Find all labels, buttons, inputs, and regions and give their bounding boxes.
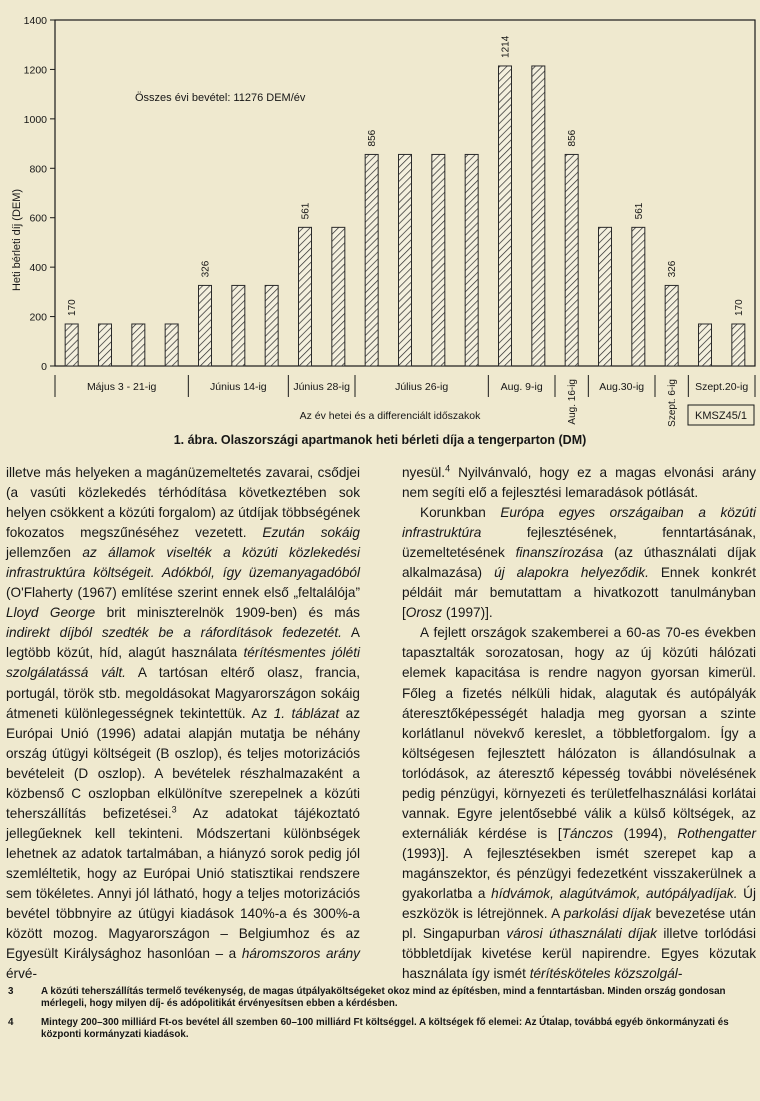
y-tick-label: 1000	[23, 113, 47, 126]
paragraph: illetve más helyeken a magánüzemeltetés zavarai, csődjei (a vasúti közlekedés térhódítása következtében sok helyen csökkent a közúti forgalom) az útdíjak többségének fokozatos megszűnéséhez vezetett. Ezután sokáig jellemzően az államok viselték a közúti közlekedési infrastruktúra költségeit. Adókból, így üzemanyagadóból (O'Flaherty (1967) említése szerint ennek első „feltalálója” Lloyd George brit miniszterelnök 1909-ben) és más indirekt díjból szedték be a ráfordítások fedezetét. A legtöbb közút, híd, alagút használata térítésmentes jóléti szolgálatássá vált. A tartósan eltérő olasz, francia, portugál, török stb. megoldásokat Magyarországon sokáig átmeneti különlegességnek tekintettük. Az 1. táblázat az Európai Unió (1996) adatai alapján mutatja be néhány ország útügyi költségeit (B oszlop), és teljes motorizációs bevételeit (D oszlop). A bevételek részhalmazaként a közbenső C oszlopban elkülönítve szerepelnek a közúti teherszállítás befizetései.$^3$ Az adatokat tájékoztató jellegűeknek kell tekinteni. Módszertani különbségek lehetnek az adatok tartalmában, a hiányzó sorok pedig jól szemléltetik, hogy az Európai Unió statisztikai rendszere sem tökéletes. Annyi jól látható, hogy a teljes motorizációs bevétel többnyire az útügyi kiadások 140%-a és 300%-a között mozog. Magyarországon – Belgiumhoz és az Egyesült Királysághoz hasonlóan – a háromszoros arány érvé-	[6, 465, 361, 982]
bar	[165, 324, 178, 366]
body-column-right	[402, 463, 756, 984]
paragraph: Korunkban Európa egyes országaiban a közúti infrastruktúra fejlesztésének, fenntartásának, üzemeltetésének finanszírozása (az úthasználati díjak alkalmazása) új alapokra helyeződik. Ennek konkrét példáit már bemutattam a hivatkozott tanulmányban [Orosz (1997)].	[402, 505, 756, 621]
body-column-left	[6, 463, 360, 984]
bar	[265, 285, 278, 366]
rent-bar-chart	[0, 0, 760, 430]
bar-value-label: 561	[633, 202, 645, 220]
bar	[65, 324, 78, 366]
y-tick-label: 800	[29, 163, 47, 176]
paragraph: A fejlett országok szakemberei a 60-as 70-es években tapasztalták sorozatosan, hogy az új közúti hálózati elemek kapacitása is rendre nagyon gyorsan kimerül. Főleg a fizetés nélküli hidak, alagutak és autópályák áteresztőképességét haladja meg gyorsan a szinte korlátlanul növekvő kereslet, a többletforgalom. Így a költségesen fejlesztett hálózaton is állandósulnak a torlódások, az áteresztő képesség további növelésének pedig pénzügyi, környezeti és területfelhasználási korlátai vannak. Egyre jelentősebbé válik a külső költségek, az externáliák kérdése is [Tánczos (1994), Rothengatter (1993)]. A fejlesztésekben ismét szerepet kap a magánszektor, és pénzügyi fedezetként visszakerülnek a gyakorlatba a hídvámok, alagútvámok, autópályadíjak. Új eszközök is létrejönnek. A parkolási díjak bevezetése után pl. Singapurban városi úthasználati díjak illetve torlódási többletdíjak kivetése kerül napirendre. Egyes közutak használata így ismét térítésköteles közszolgál-	[402, 625, 756, 982]
figure-code: KMSZ45/1	[695, 410, 747, 422]
bar-value-label: 326	[200, 260, 212, 278]
period-label: Szept.20-ig	[695, 381, 749, 393]
footnote-number: 4	[8, 1017, 14, 1028]
bar	[299, 227, 312, 366]
footnote-text: A közúti teherszállítás termelő tevékenység, de magas útpályaköltségeket okoz mind az építésben, mind a fenntartásban. Minden ország gondosan mérlegeli, hogy milyen díj- és adópolitikát érvényesítsen ebben a kérdésben.	[41, 986, 726, 1009]
bar-value-label: 561	[300, 202, 312, 220]
period-label: Május 3 - 21-ig	[86, 381, 157, 393]
bar	[632, 227, 645, 366]
bar	[399, 154, 412, 366]
figure-caption: 1. ábra. Olaszországi apartmanok heti bérleti díja a tengerparton (DM)	[173, 433, 587, 447]
bar-value-label: 856	[567, 129, 579, 147]
bar	[699, 324, 712, 366]
footnote-number: 3	[8, 986, 14, 997]
footnote-text: Mintegy 200–300 milliárd Ft-os bevétel áll szemben 60–100 milliárd Ft költséggel. A költségek fő elemei: Az Útalap, továbbá egyéb önkormányzati és központi kormányzati kiadások.	[41, 1017, 729, 1040]
footnote-4	[8, 1017, 753, 1041]
xlabel: Az év hetei és a differenciált időszakok	[299, 410, 481, 422]
period-label: Szept. 6-ig	[667, 379, 679, 427]
bar-value-label: 170	[733, 299, 745, 316]
bar	[665, 285, 678, 366]
period-label: Június 28-ig	[293, 381, 350, 393]
bar	[465, 154, 478, 366]
bar	[432, 154, 445, 366]
period-label: Aug. 9-ig	[500, 381, 543, 393]
y-tick-label: 600	[29, 212, 47, 225]
bar	[199, 285, 212, 366]
bar	[532, 66, 545, 366]
period-label: Július 26-ig	[395, 381, 449, 393]
y-tick-label: 1400	[23, 15, 47, 27]
period-label: Aug. 16-ig	[567, 379, 579, 425]
ylabel: Heti bérleti díj (DEM)	[11, 188, 23, 292]
bar	[499, 66, 512, 366]
bar-value-label: 1214	[500, 35, 512, 58]
paragraph: nyesül.$^4$ Nyilvánvaló, hogy ez a magas elvonási arány nem segíti elő a fejlesztési lemaradások pótlását.	[402, 463, 756, 501]
y-tick-label: 0	[41, 361, 47, 373]
y-tick-label: 400	[29, 262, 47, 275]
annotation: Összes évi bevétel: 11276 DEM/év	[135, 92, 306, 104]
period-label: Június 14-ig	[210, 381, 267, 393]
bar-value-label: 326	[667, 260, 679, 278]
y-tick-label: 1200	[23, 64, 47, 77]
period-label: Aug.30-ig	[599, 381, 645, 393]
bar-value-label: 856	[367, 129, 379, 147]
bar	[599, 227, 612, 366]
bar	[232, 285, 245, 366]
bar	[565, 154, 578, 366]
bar	[132, 324, 145, 366]
bar-value-label: 170	[67, 299, 79, 316]
bar	[365, 154, 378, 366]
bar	[332, 227, 345, 366]
y-tick-label: 200	[29, 311, 47, 324]
bar	[732, 324, 745, 366]
footnote-3	[8, 986, 753, 1010]
bar	[99, 324, 112, 366]
